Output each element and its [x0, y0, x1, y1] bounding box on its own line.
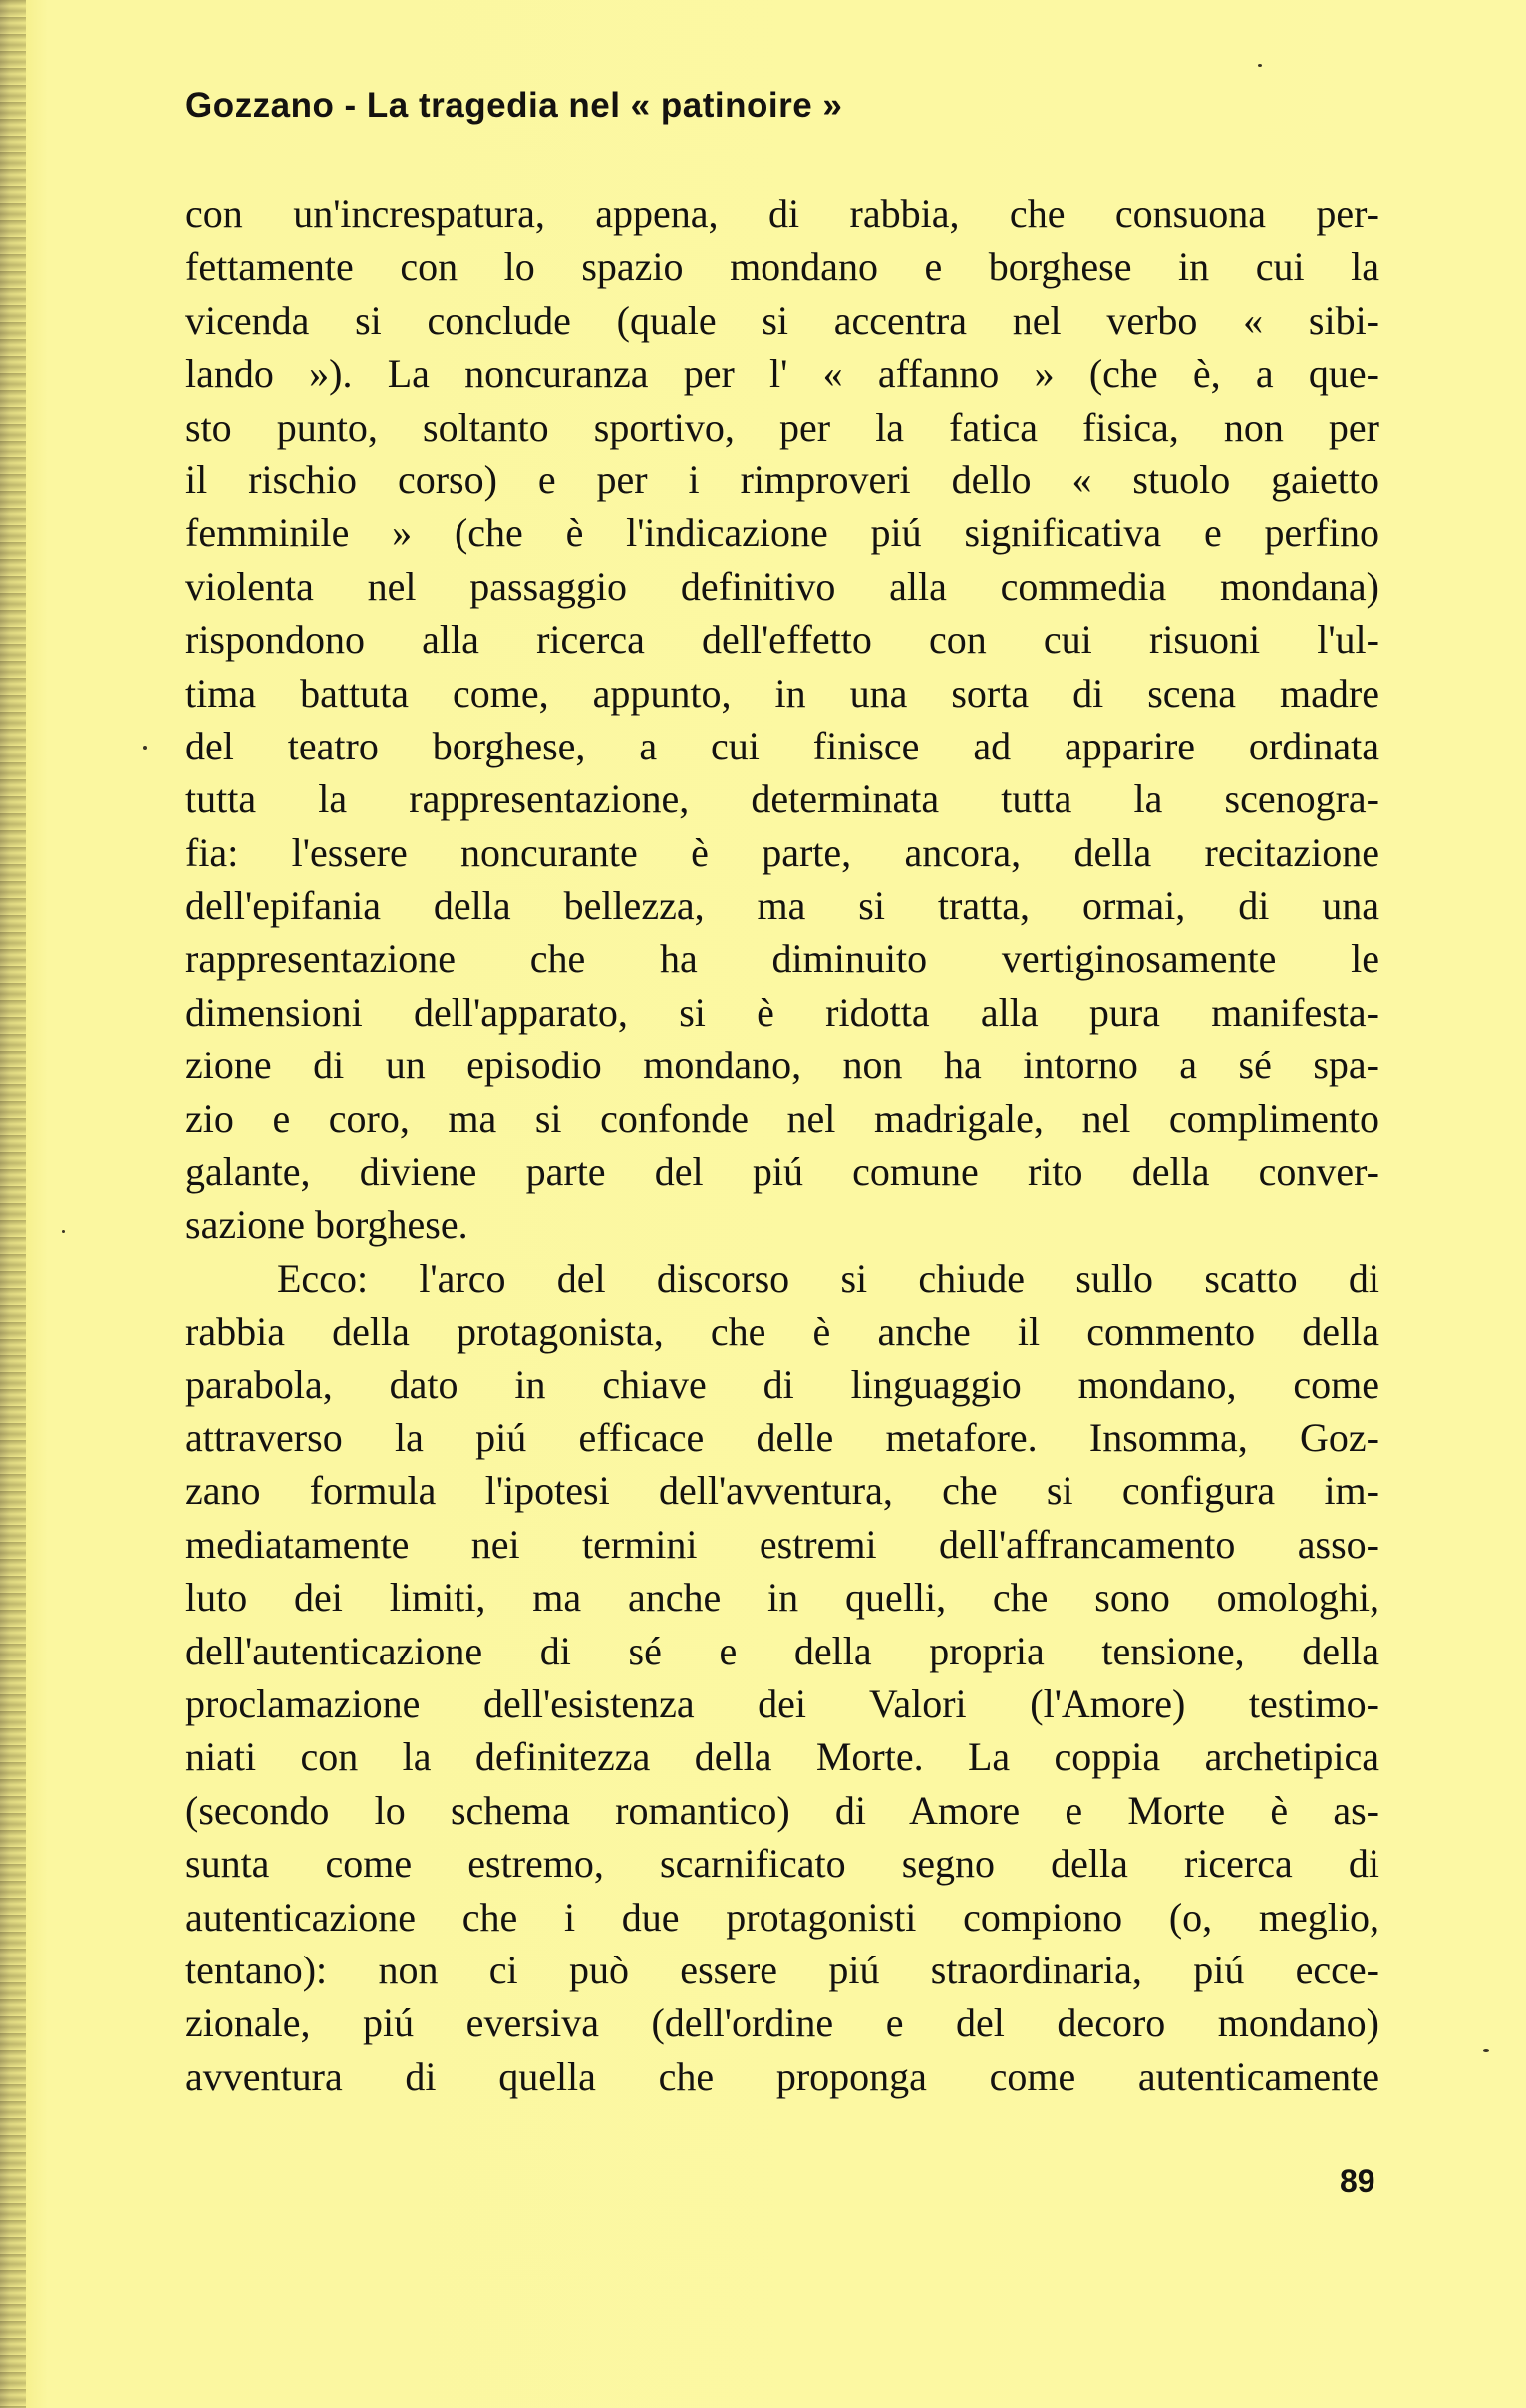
text-line: dell'autenticazione di sé e della propria tensione, della — [185, 1628, 1379, 1673]
page-number: 89 — [1340, 2163, 1375, 2199]
text-line: avventura di quella che proponga come autenticamente — [185, 2053, 1379, 2099]
text-line: zionale, piú eversiva (dell'ordine e del decoro mondano) — [185, 2000, 1379, 2046]
text-line: rappresentazione che ha diminuito vertiginosamente le — [185, 936, 1379, 982]
paragraph-end-line: sazione borghese. — [185, 1202, 468, 1248]
text-line: del teatro borghese, a cui finisce ad apparire ordinata — [185, 723, 1379, 768]
text-line: rabbia della protagonista, che è anche il commento della — [185, 1309, 1379, 1354]
print-speck — [143, 746, 147, 750]
text-line: femminile » (che è l'indicazione piú significativa e perfino — [185, 510, 1379, 556]
text-line: galante, diviene parte del piú comune rito della conver- — [185, 1149, 1379, 1195]
print-speck — [62, 1230, 65, 1233]
running-head: Gozzano - La tragedia nel « patinoire » — [185, 86, 843, 125]
text-line: (secondo lo schema romantico) di Amore e Morte è as- — [185, 1787, 1379, 1833]
text-line: parabola, dato in chiave di linguaggio mondano, come — [185, 1361, 1379, 1407]
text-line: niati con la definitezza della Morte. La coppia archetipica — [185, 1734, 1379, 1780]
binding-edge — [0, 0, 26, 2408]
text-line: il rischio corso) e per i rimproveri dello « stuolo gaietto — [185, 456, 1379, 502]
print-speck — [1483, 2049, 1489, 2052]
text-line: tima battuta come, appunto, in una sorta di scena madre — [185, 670, 1379, 716]
text-line: rispondono alla ricerca dell'effetto con cui risuoni l'ul- — [185, 617, 1379, 663]
paragraph-start-line: Ecco: l'arco del discorso si chiude sullo scatto di — [277, 1255, 1379, 1301]
text-line: lando »). La noncuranza per l' « affanno » (che è, a que- — [185, 351, 1379, 397]
text-line: fia: l'essere noncurante è parte, ancora, della recitazione — [185, 829, 1379, 875]
print-speck — [1258, 64, 1262, 67]
text-line: zione di un episodio mondano, non ha intorno a sé spa- — [185, 1043, 1379, 1088]
text-line: zano formula l'ipotesi dell'avventura, che si configura im- — [185, 1468, 1379, 1514]
text-line: con un'increspatura, appena, di rabbia, che consuona per- — [185, 191, 1379, 236]
text-line: sunta come estremo, scarnificato segno della ricerca di — [185, 1841, 1379, 1887]
text-line: autenticazione che i due protagonisti compiono (o, meglio, — [185, 1894, 1379, 1940]
body-text — [185, 187, 1379, 2103]
text-line: proclamazione dell'esistenza dei Valori (l'Amore) testimo- — [185, 1680, 1379, 1726]
text-line: violenta nel passaggio definitivo alla commedia mondana) — [185, 563, 1379, 609]
text-line: fettamente con lo spazio mondano e borghese in cui la — [185, 244, 1379, 290]
text-line: dell'epifania della bellezza, ma si tratta, ormai, di una — [185, 883, 1379, 929]
text-line: zio e coro, ma si confonde nel madrigale, nel complimento — [185, 1095, 1379, 1141]
text-line: vicenda si conclude (quale si accentra nel verbo « sibi- — [185, 297, 1379, 343]
text-line: attraverso la piú efficace delle metafore. Insomma, Goz- — [185, 1414, 1379, 1460]
text-line: dimensioni dell'apparato, si è ridotta alla pura manifesta- — [185, 989, 1379, 1035]
text-line: sto punto, soltanto sportivo, per la fatica fisica, non per — [185, 404, 1379, 450]
text-line: mediatamente nei termini estremi dell'affrancamento asso- — [185, 1521, 1379, 1567]
text-line: tutta la rappresentazione, determinata tutta la scenogra- — [185, 776, 1379, 822]
text-line: luto dei limiti, ma anche in quelli, che sono omologhi, — [185, 1575, 1379, 1621]
text-line: tentano): non ci può essere piú straordinaria, piú ecce- — [185, 1947, 1379, 1992]
